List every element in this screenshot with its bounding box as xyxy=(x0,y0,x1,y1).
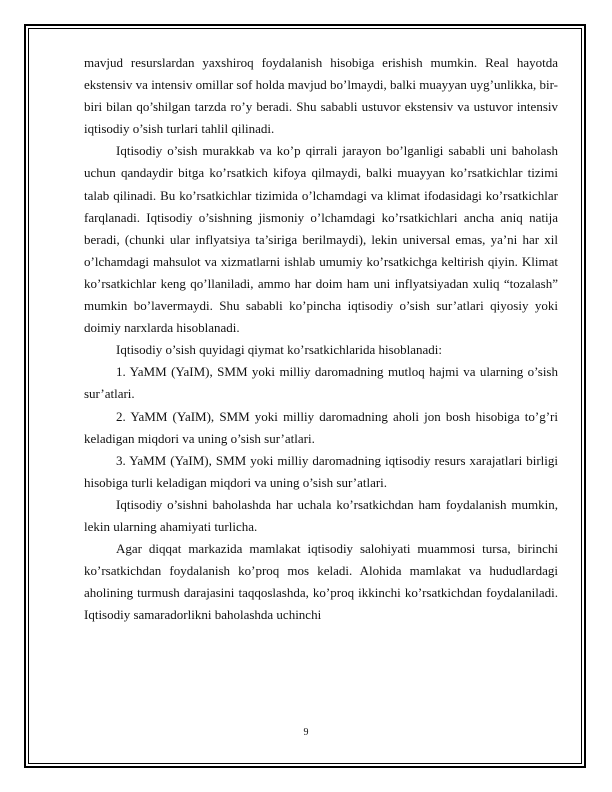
list-item-1: 1. YaMM (YaIM), SMM yoki milliy daromadning mutloq hajmi va ularning o’sish sur’atlari. xyxy=(84,364,558,402)
page-number: 9 xyxy=(303,727,309,738)
paragraph-4: Iqtisodiy o’sishni baholashda har uchala ko’rsatkichdan ham foydalanish mumkin, lekin ularning ahamiyati turlicha. xyxy=(84,496,558,534)
paragraph-3: Iqtisodiy o’sish quyidagi qiymat ko’rsatkichlarida hisoblanadi: xyxy=(116,342,443,358)
document-body xyxy=(84,52,558,626)
paragraph-1: mavjud resurslardan yaxshiroq foydalanish hisobiga erishish mumkin. Real hayotda ekstensiv va intensiv omillar sof holda mavjud bo’lmaydi, balki muayyan uyg’unlikka, bir-biri bilan qo’shilgan tarzda ro’y beradi. Shu sababli ustuvor ekstensiv va ustuvor intensiv iqtisodiy o’sish turlari tahlil qilinadi. xyxy=(84,55,558,137)
paragraph-5: Agar diqqat markazida mamlakat iqtisodiy salohiyati muammosi tursa, birinchi ko’rsatkichdan foydalanish ko’proq mos keladi. Alohida mamlakat va hududlardagi aholining turmush darajasini taqqoslashda, ko’proq ikkinchi ko’rsatkichdan foydalaniladi. Iqtisodiy samaradorlikni baholashda uchinchi xyxy=(84,541,558,623)
list-item-3: 3. YaMM (YaIM), SMM yoki milliy daromadning iqtisodiy resurs xarajatlari birligi hisobiga turli keladigan miqdori va uning o’sish sur’atlari. xyxy=(84,452,558,490)
paragraph-2: Iqtisodiy o’sish murakkab va ko’p qirrali jarayon bo’lganligi sababli uni baholash uchun qandaydir bitga ko’rsatkich kifoya qilmaydi, balki muayyan ko’rsatkichlar tizimi talab qilinadi. Bu ko’rsatkichlar tizimida o’lchamdagi va klimat ifodasidagi ko’rsatkichlar farqlanadi. Iqtisodiy o’sishning jismoniy o’lchamdagi ko’rsatkichlari ancha aniq natija beradi, (chunki ular inflyatsiya ta’siriga berilmaydi), lekin universal emas, ya’ni har xil o’lchamdagi mahsulot va xizmatlarni ishlab umumiy ko’rsatkichga keltirish qiyin. Klimat ko’rsatkichlar keng qo’llaniladi, ammo har doim ham uni inflyatsiyadan xuliq “tozalash” mumkin bo’lavermaydi. Shu sababli ko’pincha iqtisodiy o’sish sur’atlari qiyosiy yoki doimiy narxlarda hisoblanadi. xyxy=(84,143,558,336)
list-item-2: 2. YaMM (YaIM), SMM yoki milliy daromadning aholi jon bosh hisobiga to’g’ri keladigan miqdori va uning o’sish sur’atlari. xyxy=(84,408,558,446)
